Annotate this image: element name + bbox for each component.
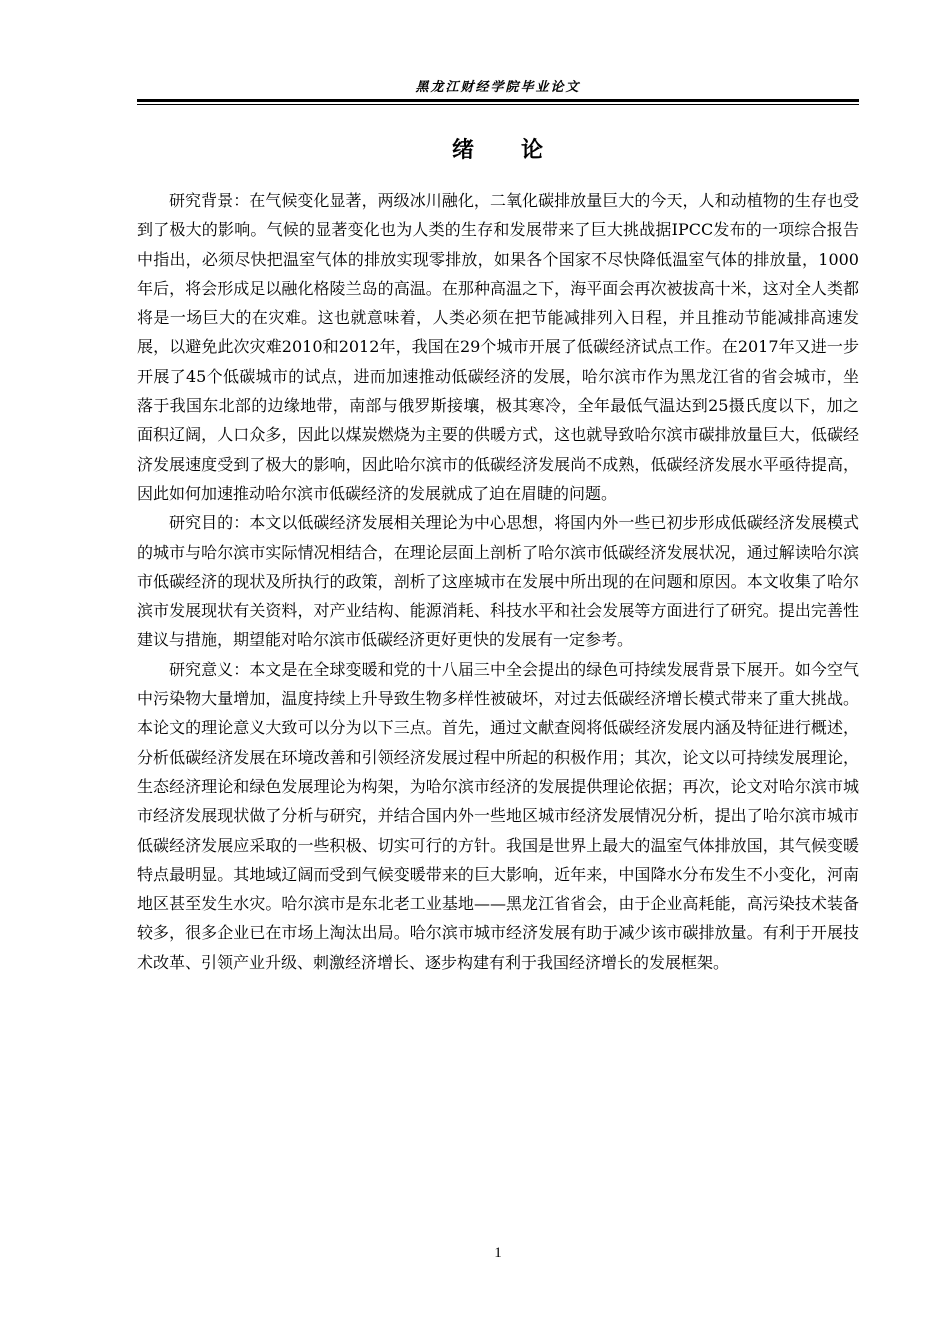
body-text [137,186,859,977]
header-rule-thick [137,99,859,102]
page-number: 1 [494,1245,502,1261]
paragraph-research-purpose: 研究目的：本文以低碳经济发展相关理论为中心思想，将国内外一些已初步形成低碳经济发展模式的城市与哈尔滨市实际情况相结合，在理论层面上剖析了哈尔滨市低碳经济发展状况，通过解读哈尔滨市低碳经济的现状及所执行的政策，剖析了这座城市在发展中所出现的在问题和原因。本文收集了哈尔滨市发展现状有关资料，对产业结构、能源消耗、科技水平和社会发展等方面进行了研究。提出完善性建议与措施，期望能对哈尔滨市低碳经济更好更快的发展有一定参考。 [137,513,859,650]
running-header: 黑龙江财经学院毕业论文 [415,80,581,95]
chapter-title: 绪 论 [451,138,544,163]
header-rule-thin [137,104,859,105]
paragraph-research-background: 研究背景：在气候变化显著，两级冰川融化，二氧化碳排放量巨大的今天，人和动植物的生存也受到了极大的影响。气候的显著变化也为人类的生存和发展带来了巨大挑战据IPCC发布的一项综合报告中指出，必须尽快把温室气体的排放实现零排放，如果各个国家不尽快降低温室气体的排放量，1000年后，将会形成足以融化格陵兰岛的高温。在那种高温之下，海平面会再次被拔高十米，这对全人类都将是一场巨大的在灾难。这也就意味着，人类必须在把节能减排列入日程，并且推动节能减排高速发展，以避免此次灾难2010和2012年，我国在29个城市开展了低碳经济试点工作。在2017年又进一步开展了45个低碳城市的试点，进而加速推动低碳经济的发展，哈尔滨市作为黑龙江省的省会城市，坐落于我国东北部的边缘地带，南部与俄罗斯接壤，极其寒冷，全年最低气温达到25摄氏度以下，加之面积辽阔，人口众多，因此以煤炭燃烧为主要的供暖方式，这也就导致哈尔滨市碳排放量巨大，低碳经济发展速度受到了极大的影响，因此哈尔滨市的低碳经济发展尚不成熟，低碳经济发展水平亟待提高，因此如何加速推动哈尔滨市低碳经济的发展就成了迫在眉睫的问题。 [137,191,859,503]
paragraph-research-significance: 研究意义：本文是在全球变暖和党的十八届三中全会提出的绿色可持续发展背景下展开。如今空气中污染物大量增加，温度持续上升导致生物多样性被破坏，对过去低碳经济增长模式带来了重大挑战。本论文的理论意义大致可以分为以下三点。首先，通过文献查阅将低碳经济发展内涵及特征进行概述，分析低碳经济发展在环境改善和引领经济发展过程中所起的积极作用；其次，论文以可持续发展理论，生态经济理论和绿色发展理论为构架，为哈尔滨市经济的发展提供理论依据；再次，论文对哈尔滨市城市经济发展现状做了分析与研究，并结合国内外一些地区城市经济发展情况分析，提出了哈尔滨市城市低碳经济发展应采取的一些积极、切实可行的方针。我国是世界上最大的温室气体排放国，其气候变暖特点最明显。其地域辽阔而受到气候变暖带来的巨大影响，近年来，中国降水分布发生不小变化，河南地区甚至发生水灾。哈尔滨市是东北老工业基地——黑龙江省省会，由于企业高耗能，高污染技术装备较多，很多企业已在市场上淘汰出局。哈尔滨市城市经济发展有助于减少该市碳排放量。有利于开展技术改革、引领产业升级、刺激经济增长、逐步构建有利于我国经济增长的发展框架。 [137,659,859,972]
